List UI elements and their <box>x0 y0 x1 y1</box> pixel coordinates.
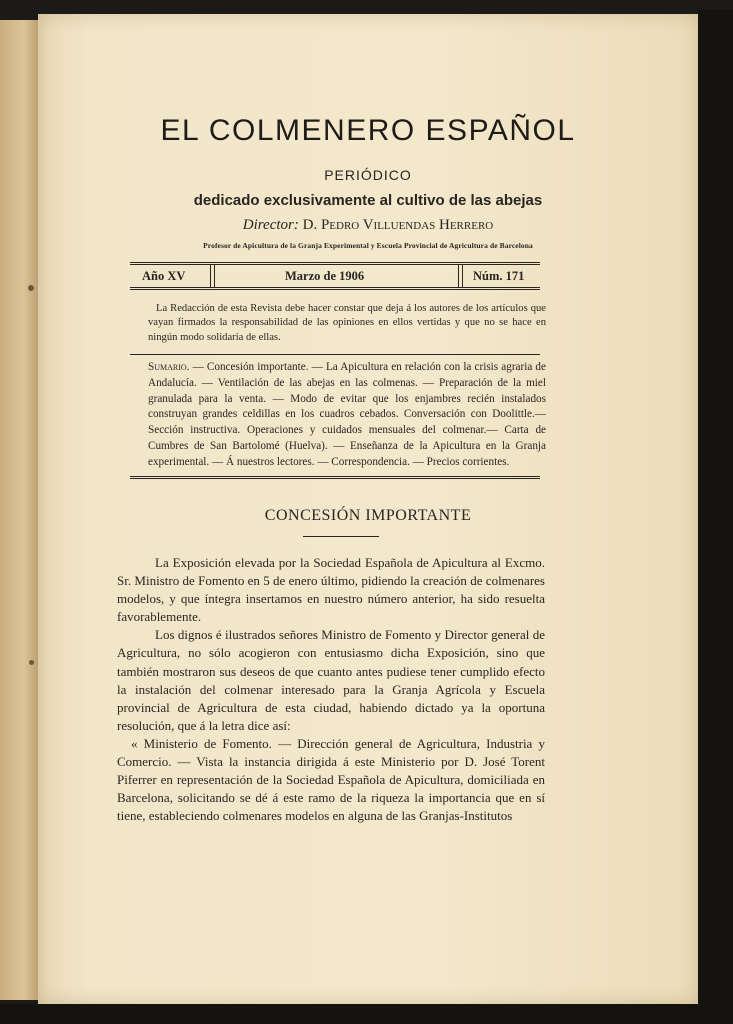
binding-hole <box>28 285 34 291</box>
director-line <box>38 217 698 234</box>
director-credentials: Profesor de Apicultura de la Granja Experimental y Escuela Provincial de Agricultura de Barcelona <box>203 241 533 250</box>
issue-number: Núm. 171 <box>473 269 525 283</box>
divider <box>130 354 540 355</box>
background <box>0 1004 733 1024</box>
issue-info-bar <box>130 262 540 290</box>
divider <box>458 265 459 287</box>
table-of-contents <box>148 360 546 471</box>
divider <box>214 265 215 287</box>
paragraph: La Exposición elevada por la Sociedad Española de Apicultura al Excmo. Sr. Ministro de Fomento en 5 de enero último, pidiendo la creación de colmenares modelos, y que íntegra insertamos en nuestro número anterior, ha sido resuelta favorablemente. <box>117 555 545 625</box>
journal-subtitle: PERIÓDICO <box>324 167 412 183</box>
paragraph: « Ministerio de Fomento. — Dirección general de Agricultura, Industria y Comercio. — Vista la instancia dirigida á este Ministerio por D. José Torent Piferrer en representación de la Sociedad Española de Apicultura, domiciliada en Barcelona, solicitando se dé á este ramo de la riqueza la importancia que en sí tiene, estableciendo colmenares modelos en alguna de las Granjas-Institutos <box>117 735 545 824</box>
divider <box>210 265 211 287</box>
paragraph: Los dignos é ilustrados señores Ministro de Fomento y Director general de Agricultura, no sólo acogieron con entusiasmo dicha Exposición, sino que también mostraron sus deseos de que cuanto antes pudiese tener cumplido efecto la instalación del colmenar interesado para la Granja Agrícola y Escuela provincial de Agricultura de esta ciudad, habiendo dictado ya la oportuna resolución, que á la letra dice así: <box>117 627 545 733</box>
editorial-notice: La Redacción de esta Revista debe hacer constar que deja á los autores de los artículos que vayan firmados la responsabilidad de las opiniones en ellos vertidas y que no se hace en ningún modo solidaria de ellas. <box>148 303 546 343</box>
director-name: D. Pedro Villuendas Herrero <box>302 217 494 233</box>
article-title: CONCESIÓN IMPORTANTE <box>264 507 472 524</box>
divider <box>130 476 540 479</box>
document-page <box>38 14 698 1004</box>
journal-title: EL COLMENERO ESPAÑOL <box>160 114 576 147</box>
journal-tagline: dedicado exclusivamente al cultivo de las abejas <box>193 192 543 209</box>
sumario-label: Sumario. <box>148 361 190 373</box>
article-body <box>117 554 545 825</box>
background <box>698 10 733 1024</box>
binding-hole <box>29 660 34 665</box>
divider <box>462 265 463 287</box>
facing-page-edge <box>0 20 41 1000</box>
director-label: Director: <box>242 217 299 233</box>
divider <box>303 536 379 537</box>
issue-year: Año XV <box>142 269 186 283</box>
issue-date: Marzo de 1906 <box>285 269 365 283</box>
sumario-text: — Concesión importante. — La Apicultura en relación con la crisis agraria de Andalucía. — Ventilación de las abejas en las colmenas. — Preparación de la miel granulada para la venta. — Modo de evitar que los enjambres recién instalados construyan grandes celdillas en los cuadros cebados. Conversación con Doolittle.— Sección instructiva. Operaciones y cuidados mensuales del colmenar.— Carta de Cumbres de San Bartolomé (Huelva). — Enseñanza de la Apicultura en la Granja experimental. — Á nuestros lectores. — Correspondencia. — Precios corrientes. <box>148 361 546 468</box>
